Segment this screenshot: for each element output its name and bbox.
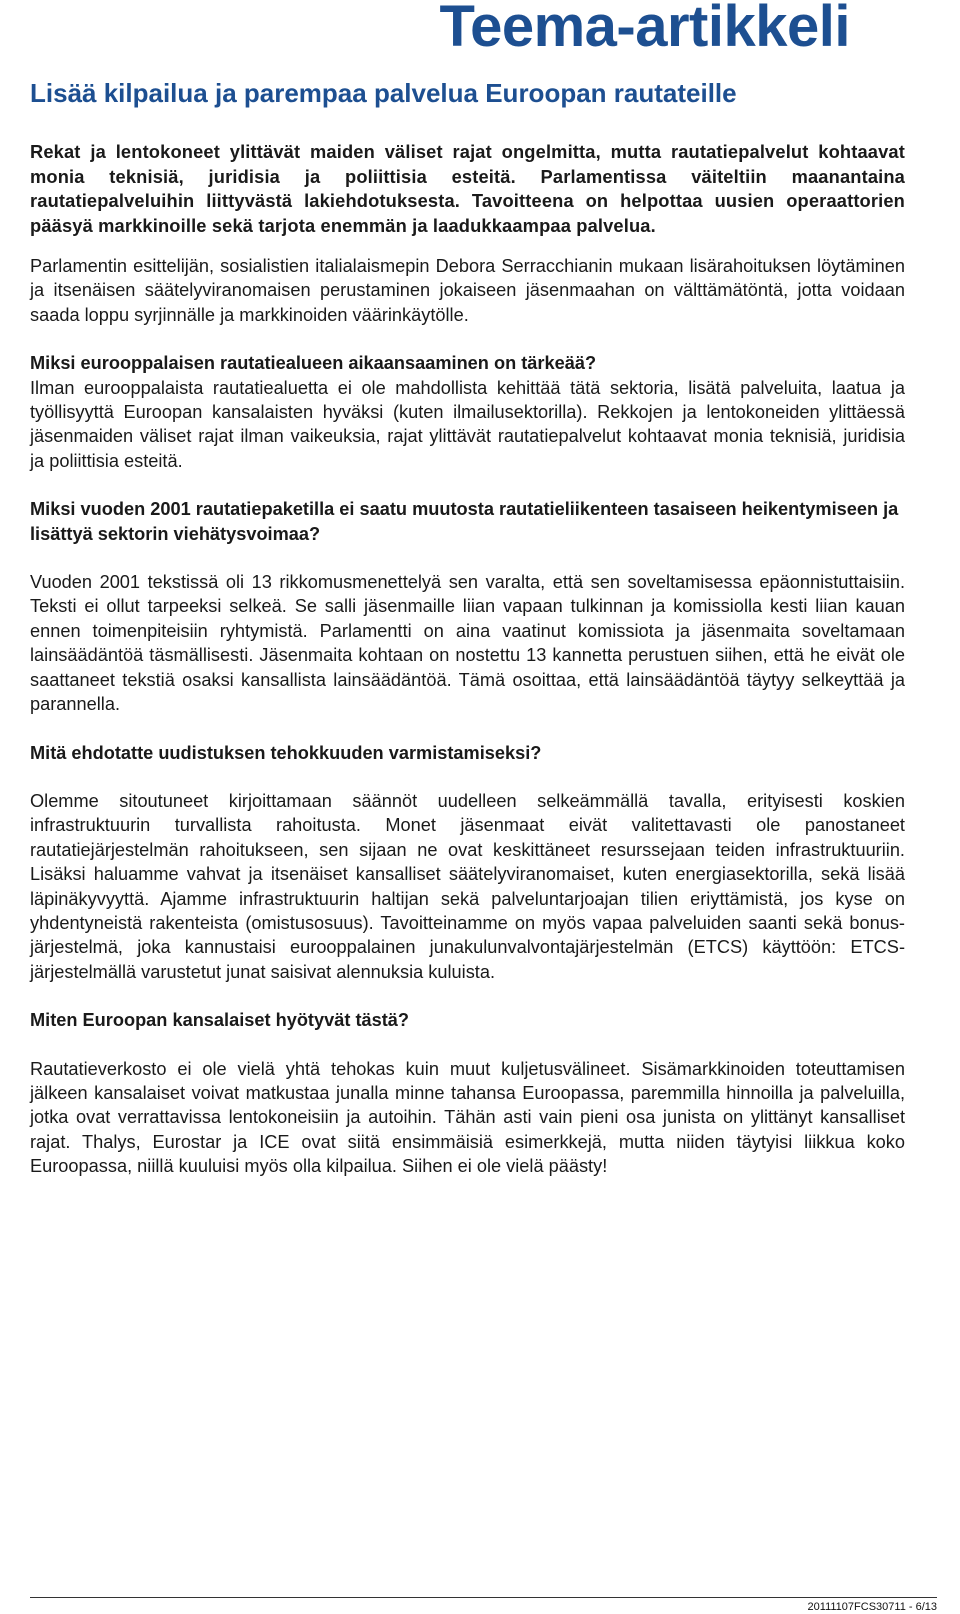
- question-heading: Miksi eurooppalaisen rautatiealueen aikaansaaminen on tärkeää?: [30, 353, 597, 374]
- answer-paragraph: Vuoden 2001 tekstissä oli 13 rikkomusmenettelyä sen varalta, että sen soveltamisessa epäonnistuttaisiin. Teksti ei ollut tarpeeksi selkeä. Se salli jäsenmaille liian vapaan tulkinnan ja komissiolla kesti liian kauan ennen toimenpiteisiin ryhtymistä. Parlamentti on aina vaatinut komissiota ja jäsenmaita soveltamaan lainsäädäntöä täsmällisesti. Jäsenmaita kohtaan on nostettu 13 kannetta perustuen siihen, että he eivät ole saattaneet tekstiä osaksi kansallista lainsäädäntöä. Tämä osoittaa, että lainsäädäntöä täytyy selkeyttää ja parannella.: [30, 572, 905, 715]
- question-heading: Miten Euroopan kansalaiset hyötyvät tästä?: [30, 1010, 410, 1031]
- question-heading: Miksi vuoden 2001 rautatiepaketilla ei saatu muutosta rautatieliikenteen tasaiseen heikentymiseen ja lisättyä sektorin viehätysvoimaa?: [30, 499, 899, 544]
- article-title: Lisää kilpailua ja parempaa palvelua Euroopan rautateille: [30, 78, 737, 108]
- section-label: Teema-artikkeli: [439, 0, 850, 59]
- lead-paragraph: Rekat ja lentokoneet ylittävät maiden väliset rajat ongelmitta, mutta rautatiepalvelut kohtaavat monia teknisiä, juridisia ja poliittisia esteitä. Parlamentissa väiteltiin maanantaina rautatiepalveluihin liittyvästä lakiehdotuksesta. Tavoitteena on helpottaa uusien operaattorien pääsyä markkinoille sekä tarjota enemmän ja laadukkaampaa palvelua.: [30, 141, 905, 236]
- question-heading: Mitä ehdotatte uudistuksen tehokkuuden varmistamiseksi?: [30, 742, 542, 763]
- answer-paragraph: Rautatieverkosto ei ole vielä yhtä tehokas kuin muut kuljetusvälineet. Sisämarkkinoiden toteuttamisen jälkeen kansalaiset voivat matkustaa junalla minne tahansa Euroopassa, paremmilla hinnoilla ja palveluilla, jotka ovat verrattavissa lentokoneisiin ja autoihin. Tähän asti vain pieni osa junista on ylittänyt kansalliset rajat. Thalys, Eurostar ja ICE ovat siitä ensimmäisiä esimerkkejä, mutta niiden täytyisi liikkua koko Euroopassa, niillä kuuluisi myös olla kilpailua. Siihen ei ole vielä päästy!: [30, 1058, 905, 1177]
- answer-paragraph: Ilman eurooppalaista rautatiealuetta ei ole mahdollista kehittää tätä sektoria, lisätä palveluita, laatua ja työllisyyttä Euroopan kansalaisten hyväksi (kuten ilmailusektorilla). Rekkojen ja lentokoneiden ylittäessä jäsenmaiden väliset rajat ilman vaikeuksia, rajat ylittävät rautatiepalvelut kohtaavat monia teknisiä, juridisia ja poliittisia esteitä.: [30, 377, 905, 471]
- page-reference: 20111107FCS30711 - 6/13: [807, 1601, 937, 1613]
- footer-divider: [30, 1597, 937, 1598]
- answer-paragraph: Olemme sitoutuneet kirjoittamaan säännöt uudelleen selkeämmällä tavalla, erityisesti koskien infrastruktuurin turvallista rahoitusta. Monet jäsenmaat eivät valitettavasti ole panostaneet rautatiejärjestelmän rahoitukseen, sen sijaan ne ovat keskittäneet resurssejaan teiden infrastruktuuriin. Lisäksi haluamme vahvat ja itsenäiset kansalliset säätelyviranomaiset, kuten energiasektorilla, sekä lisää läpinäkyvyyttä. Ajamme infrastruktuurin haltijan sekä palveluntarjoajan tilien eriyttämistä, jos kyse on yhdentyneistä rakenteista (omistusosuus). Tavoitteinamme on myös vapaa palveluiden saanti sekä bonus-järjestelmä, joka kannustaisi eurooppalainen junakulunvalvontajärjestelmän (ETCS) käyttöön: ETCS-järjestelmällä varustetut junat saisivat alennuksia kuluista.: [30, 790, 905, 982]
- article-body: [30, 140, 905, 1203]
- intro-paragraph: Parlamentin esittelijän, sosialistien italialaismepin Debora Serracchianin mukaan lisärahoituksen löytäminen ja itsenäisen säätelyviranomaisen perustaminen jokaiseen jäsenmaahan on välttämätöntä, jotta voidaan saada loppu syrjinnälle ja markkinoiden väärinkäytölle.: [30, 256, 905, 325]
